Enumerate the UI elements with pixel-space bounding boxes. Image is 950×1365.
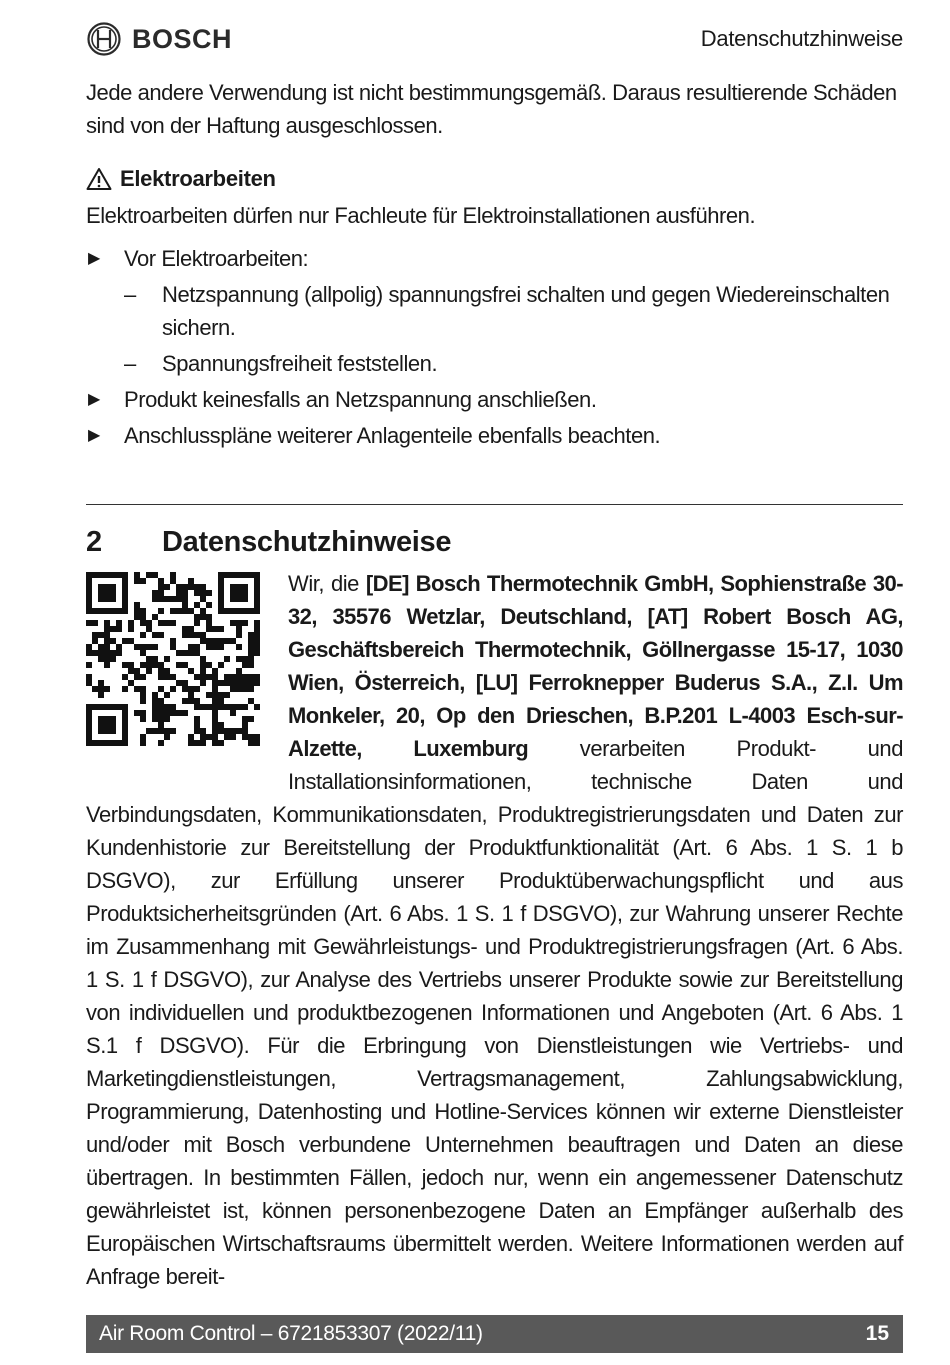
bosch-armature-logo-icon	[86, 21, 122, 57]
list-item	[86, 242, 903, 275]
section-divider	[86, 504, 903, 505]
sub-list-item-text: Spannungsfreiheit feststellen.	[162, 351, 438, 376]
privacy-lead: Wir, die	[288, 571, 366, 596]
privacy-body: verarbeiten Produkt- und Installationsinformationen, technische Daten und Verbindungsdaten, Kommunikationsdaten, Produktregistrierungsdaten und Daten zur Kundenhistorie zur Bereitstellung der Produktfunktionalität (Art. 6 Abs. 1 S. 1 b DSGVO), zur Erfüllung unserer Produktüberwachungspflicht und aus Produktsicherheitsgründen (Art. 6 Abs. 1 S. 1 f DSGVO), zur Wahrung unserer Rechte im Zusammenhang mit Gewährleistungs- und Produktregistrierungsfragen (Art. 6 Abs. 1 S. 1 f DSGVO), zur Analyse des Vertriebs unserer Produkte sowie zur Bereitstellung von individuellen und produktbezogenen Informationen und Angeboten (Art. 6 Abs. 1 S.1 f DSGVO). Für die Erbringung von Dienstleistungen wie Vertriebs- und Marketingdienstleistungen, Vertragsmanagement, Zahlungsabwicklung, Programmierung, Datenhosting und Hotline-Services können wir externe Dienstleister und/oder mit Bosch verbundene Unternehmen beauftragen und Daten an diese übertragen. In bestimmten Fällen, jedoch nur, wenn ein angemessener Datenschutz gewährleistet ist, können personenbezogene Daten an Empfänger außerhalb des Europäischen Wirtschaftsraums übermittelt werden. Weitere Informationen werden auf Anfrage bereit-	[86, 736, 903, 1289]
section-heading	[86, 522, 451, 562]
sub-list-item	[86, 278, 903, 344]
list-item	[86, 419, 903, 452]
list-item-text: Vor Elektroarbeiten:	[124, 246, 309, 271]
list-item-text: Produkt keinesfalls an Netzspannung anschließen.	[124, 387, 597, 412]
dash-marker: –	[124, 351, 136, 376]
company-addresses: [DE] Bosch Thermotechnik GmbH, Sophienstraße 30-32, 35576 Wetzlar, Deutschland, [AT] Robert Bosch AG, Geschäftsbereich Thermotechnik, Göllnergasse 15-17, 1030 Wien, Österreich, [LU] Ferroknepper Buderus S.A., Z.I. Um Monkeler, 20, Op den Drieschen, B.P.201 L-4003 Esch-sur-Alzette, Luxemburg	[288, 571, 903, 761]
manual-page	[86, 0, 903, 1365]
page-header	[86, 20, 903, 60]
bullet-arrow-icon: ▶	[88, 427, 100, 444]
page-number: 15	[865, 1322, 889, 1345]
section-title: Datenschutzhinweise	[162, 526, 452, 558]
sub-list-item-text: Netzspannung (allpolig) spannungsfrei schalten und gegen Wiedereinschalten sichern.	[162, 282, 890, 340]
running-header-title: Datenschutzhinweise	[700, 26, 903, 51]
warning-heading	[86, 162, 276, 195]
brand-name: BOSCH	[132, 24, 233, 54]
list-item-text: Anschlusspläne weiterer Anlagenteile ebenfalls beachten.	[124, 423, 661, 448]
bullet-arrow-icon: ▶	[88, 250, 100, 267]
dash-marker: –	[124, 282, 136, 307]
section-number: 2	[86, 526, 102, 558]
intro-paragraph: Jede andere Verwendung ist nicht bestimmungsgemäß. Daraus resultierende Schäden sind von der Haftung ausgeschlossen.	[86, 80, 897, 138]
warning-triangle-icon	[86, 167, 112, 191]
bullet-arrow-icon: ▶	[88, 391, 100, 408]
warning-text: Elektroarbeiten dürfen nur Fachleute für Elektroinstallationen ausführen.	[86, 203, 756, 228]
list-item	[86, 383, 903, 416]
warning-heading-text: Elektroarbeiten	[120, 166, 276, 191]
sub-list-item	[86, 347, 903, 380]
instruction-list	[86, 242, 903, 455]
footer-doc-info: Air Room Control – 6721853307 (2022/11)	[99, 1322, 483, 1345]
qr-code-icon[interactable]	[86, 572, 260, 746]
page-footer	[86, 1315, 903, 1353]
bosch-logo	[86, 20, 232, 58]
